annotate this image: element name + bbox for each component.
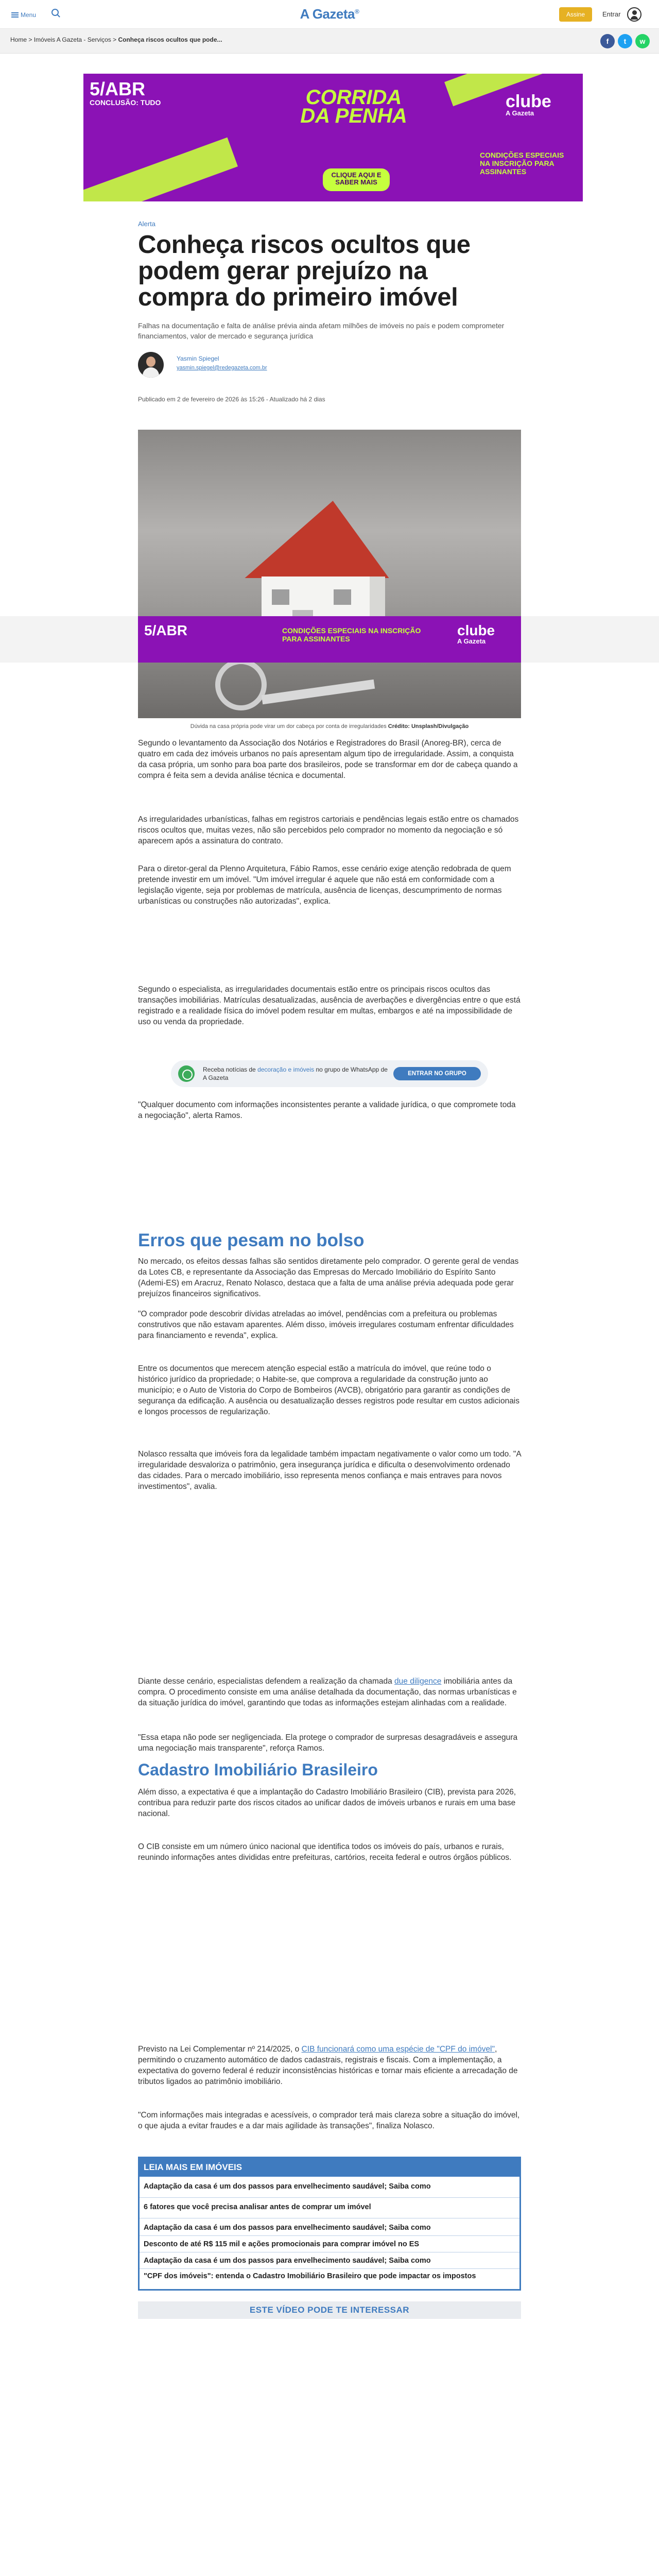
breadcrumb-separator: > bbox=[113, 36, 117, 43]
paragraph: Segundo o especialista, as irregularidades documentais estão entre os principais riscos ocultos das transações imobiliárias. Matrículas desatualizadas, ausência de averbações e divergências entre o que está registrado e a realidade física do imóvel podem resultar em multas, embargos e até na impossibilidade de uso ou venda da propriedade. bbox=[138, 985, 521, 1026]
menu-label: Menu bbox=[21, 11, 37, 19]
paragraph: Para o diretor-geral da Plenno Arquitetura, Fábio Ramos, esse cenário exige atenção redobrada de quem pretende investir em um imóvel. "Um imóvel irregular é aquele que não está em conformidade com a legislação vigente, seja por problemas de matrícula, ausência de licenças, descumprimento de normas urbanísticas ou construções não autorizadas", explica. bbox=[138, 865, 511, 906]
divider bbox=[140, 2197, 519, 2198]
article-title: Conheça riscos ocultos que podem gerar prejuízo na compra do primeiro imóvel bbox=[138, 231, 471, 311]
ad-brand-sub: A Gazeta bbox=[457, 637, 486, 645]
ad-banner-inline[interactable] bbox=[138, 616, 521, 663]
ad-offer: CONDIÇÕES ESPECIAIS NA INSCRIÇÃO PARA ASSINANTES bbox=[480, 151, 564, 176]
whatsapp-text-2: no grupo de WhatsApp de A Gazeta bbox=[203, 1066, 388, 1081]
read-more-link[interactable]: Desconto de até R$ 115 mil e ações promocionais para comprar imóvel no ES bbox=[144, 2240, 420, 2248]
section-heading: Erros que pesam no bolso bbox=[138, 1230, 365, 1250]
ad-banner-top[interactable] bbox=[83, 74, 583, 201]
whatsapp-icon bbox=[178, 1065, 195, 1082]
paragraph-text: , permitindo o cruzamento automático de dados cadastrais, registrais e fiscais. Com a implementação, a expectativa do governo federal é reduzir inconsistências históricas e tornar mais eficiente a arrecadação de tributos ligados ao patrimônio imobiliário. bbox=[138, 2045, 518, 2086]
section-heading: Cadastro Imobiliário Brasileiro bbox=[138, 1760, 378, 1779]
author-email[interactable]: yasmin.spiegel@redegazeta.com.br bbox=[177, 365, 267, 371]
paragraph: "Essa etapa não pode ser negligenciada. Ela protege o comprador de surpresas desagradáveis e assegura uma negociação mais transparente", reforça Ramos. bbox=[138, 1733, 518, 1753]
whatsapp-text-1: Receba notícias de bbox=[203, 1066, 256, 1073]
breadcrumb-bar bbox=[0, 29, 659, 54]
ad-brand-text: clube bbox=[457, 622, 495, 638]
ad-cta-button[interactable]: CLIQUE AQUI E SABER MAIS bbox=[323, 168, 390, 191]
read-more-box bbox=[138, 2157, 521, 2291]
breadcrumb-separator: > bbox=[28, 36, 32, 43]
caption-text: Dúvida na casa própria pode virar um dor cabeça por conta de irregularidades bbox=[190, 723, 387, 730]
divider bbox=[140, 2235, 519, 2236]
join-group-button[interactable]: ENTRAR NO GRUPO bbox=[393, 1067, 481, 1080]
whatsapp-topic-link[interactable]: decoração e imóveis bbox=[257, 1066, 315, 1073]
paragraph-text: imobiliária antes da compra. O procedimento consiste em uma análise detalhada da documentação, das normas urbanísticas e da situação jurídica do imóvel, garantindo que todas as informações estejam alinhadas com a realidade. bbox=[138, 1677, 517, 1707]
publish-date: Publicado em 2 de fevereiro de 2026 às 15:26 - Atualizado há 2 dias bbox=[138, 396, 325, 403]
paragraph bbox=[138, 1676, 521, 1708]
hamburger-icon bbox=[11, 12, 19, 18]
ad-event-name: CORRIDA DA PENHA bbox=[300, 86, 407, 127]
ad-brand bbox=[457, 623, 495, 645]
author-name[interactable]: Yasmin Spiegel bbox=[177, 355, 219, 362]
whatsapp-text bbox=[203, 1065, 388, 1082]
ad-date-text: 5/ABR bbox=[90, 78, 146, 99]
breadcrumb-section[interactable]: Imóveis A Gazeta - Serviços bbox=[33, 36, 111, 43]
read-more-link[interactable]: Adaptação da casa é um dos passos para envelhecimento saudável; Saiba como bbox=[144, 2224, 431, 2232]
ad-date-text: 5/ABR bbox=[144, 622, 188, 638]
article-kicker[interactable]: Alerta bbox=[138, 220, 155, 228]
paragraph-text: Previsto na Lei Complementar nº 214/2025, o bbox=[138, 2045, 300, 2054]
cib-link[interactable]: CIB funcionará como uma espécie de "CPF do imóvel" bbox=[301, 2045, 495, 2054]
user-icon[interactable] bbox=[627, 7, 641, 22]
read-more-heading: LEIA MAIS EM IMÓVEIS bbox=[140, 2158, 519, 2177]
paragraph: "Com informações mais integradas e acessíveis, o comprador terá mais clareza sobre a situação do imóvel, o que ajuda a evitar fraudes e a dar mais agilidade às transações", finaliza Nolasco. bbox=[138, 2111, 520, 2130]
paragraph: "Qualquer documento com informações inconsistentes perante a validade jurídica, o que compromete toda a negociação", alerta Ramos. bbox=[138, 1100, 516, 1120]
hero-image bbox=[138, 430, 521, 718]
read-more-link[interactable]: "CPF dos imóveis": entenda o Cadastro Imobiliário Brasileiro que pode impactar os impostos bbox=[144, 2272, 476, 2280]
paragraph: O CIB consiste em um número único nacional que identifica todos os imóveis do país, urbanos e rurais, reunindo informações antes divididas entre prefeituras, cartórios, receita federal e outros órgãos públicos. bbox=[138, 1842, 512, 1862]
key-ring-shape bbox=[215, 659, 267, 710]
caption-credit: Crédito: Unsplash/Divulgação bbox=[388, 723, 469, 730]
logo-text: A Gazeta bbox=[300, 6, 355, 22]
facebook-share-icon[interactable]: f bbox=[600, 34, 615, 48]
login-link[interactable]: Entrar bbox=[602, 10, 621, 18]
read-more-link[interactable]: Adaptação da casa é um dos passos para envelhecimento saudável; Saiba como bbox=[144, 2257, 431, 2265]
paragraph: Nolasco ressalta que imóveis fora da legalidade também impactam negativamente o valor como um todo. "A irregularidade desvaloriza o patrimônio, gera insegurança jurídica e dificulta o desenvolvimento ordenado das cidades. Para o mercado imobiliário, isso representa menos confiança e mais entraves para novos investimentos", avalia. bbox=[138, 1450, 521, 1491]
ad-offer: CONDIÇÕES ESPECIAIS NA INSCRIÇÃO PARA ASSINANTES bbox=[282, 626, 421, 643]
breadcrumb bbox=[10, 36, 222, 43]
house-window-shape bbox=[272, 589, 289, 605]
key-shape bbox=[262, 680, 375, 704]
subscribe-button[interactable]: Assine bbox=[559, 7, 592, 22]
paragraph: No mercado, os efeitos dessas falhas são sentidos diretamente pelo comprador. O gerente geral de vendas da Lotes CB, e representante da Associação das Empresas do Mercado Imobiliário do Espírito Santo (Ademi-ES) em Aracruz, Renato Nolasco, destaca que a falta de uma análise prévia adequada pode gerar prejuízos financeiros significativos. bbox=[138, 1257, 519, 1298]
ad-date bbox=[90, 80, 161, 107]
ad-decoration bbox=[83, 138, 238, 201]
paragraph: Entre os documentos que merecem atenção especial estão a matrícula do imóvel, que reúne todo o histórico jurídico da propriedade; o Habite-se, que comprova a regularidade da construção junto ao município; e o Auto de Vistoria do Corpo de Bombeiros (AVCB), obrigatório para garantir as condições de segurança da edificação. A ausência ou desatualização desses registros pode resultar em custos adicionais e longos processos de regularização. bbox=[138, 1364, 520, 1416]
breadcrumb-current: Conheça riscos ocultos que pode... bbox=[118, 36, 222, 43]
author-avatar[interactable] bbox=[138, 352, 164, 378]
read-more-link[interactable]: Adaptação da casa é um dos passos para envelhecimento saudável; Saiba como bbox=[144, 2182, 431, 2191]
paragraph bbox=[138, 2044, 521, 2087]
paragraph: Segundo o levantamento da Associação dos Notários e Registradores do Brasil (Anoreg-BR), cerca de quatro em cada dez imóveis urbanos no país apresentam algum tipo de irregularidade. Assim, a conquista da casa própria, um sonho para boa parte dos brasileiros, pode se transformar em dor de cabeça quando a compra é feita sem a devida análise técnica e documental. bbox=[138, 739, 518, 780]
paragraph: Além disso, a expectativa é que a implantação do Cadastro Imobiliário Brasileiro (CIB), prevista para 2026, contribua para reduzir parte dos riscos citados ao unificar dados de imóveis urbanos e rurais em uma base nacional. bbox=[138, 1788, 516, 1818]
house-window-shape bbox=[334, 589, 351, 605]
article-subtitle: Falhas na documentação e falta de análise prévia ainda afetam milhões de imóveis no país e podem comprometer financiamentos, valor de mercado e segurança jurídica bbox=[138, 321, 505, 340]
site-logo[interactable] bbox=[278, 6, 381, 22]
ad-date bbox=[144, 623, 187, 638]
ad-brand bbox=[506, 93, 551, 117]
image-caption bbox=[138, 723, 521, 730]
due-diligence-link[interactable]: due diligence bbox=[394, 1677, 442, 1686]
logo-mark: ® bbox=[354, 8, 359, 15]
paragraph-text: Diante desse cenário, especialistas defendem a realização da chamada bbox=[138, 1677, 392, 1686]
whatsapp-box bbox=[171, 1060, 488, 1087]
paragraph: "O comprador pode descobrir dívidas atreladas ao imóvel, pendências com a prefeitura ou problemas construtivos que não estavam aparentes. Além disso, imóveis irregulares costumam enfrentar dificuldades para financiamento e revenda", explica. bbox=[138, 1310, 514, 1340]
divider bbox=[140, 2268, 519, 2269]
ad-brand-text: clube bbox=[506, 92, 551, 111]
ad-date-sub: CONCLUSÃO: TUDO bbox=[90, 98, 161, 107]
breadcrumb-home[interactable]: Home bbox=[10, 36, 27, 43]
whatsapp-share-icon[interactable]: w bbox=[635, 34, 650, 48]
ad-brand-sub: A Gazeta bbox=[506, 109, 534, 117]
paragraph: As irregularidades urbanísticas, falhas em registros cartoriais e pendências legais estão entre os chamados riscos ocultos que, muitas vezes, não são percebidos pelo comprador no momento da negociação e só aparecem após a assinatura do contrato. bbox=[138, 815, 519, 845]
read-more-link[interactable]: 6 fatores que você precisa analisar antes de comprar um imóvel bbox=[144, 2203, 371, 2211]
search-icon[interactable] bbox=[51, 9, 59, 16]
twitter-share-icon[interactable]: t bbox=[618, 34, 632, 48]
video-heading: ESTE VÍDEO PODE TE INTERESSAR bbox=[138, 2301, 521, 2319]
house-roof-shape bbox=[245, 501, 400, 578]
menu-button[interactable] bbox=[11, 9, 36, 21]
top-bar bbox=[0, 0, 659, 29]
